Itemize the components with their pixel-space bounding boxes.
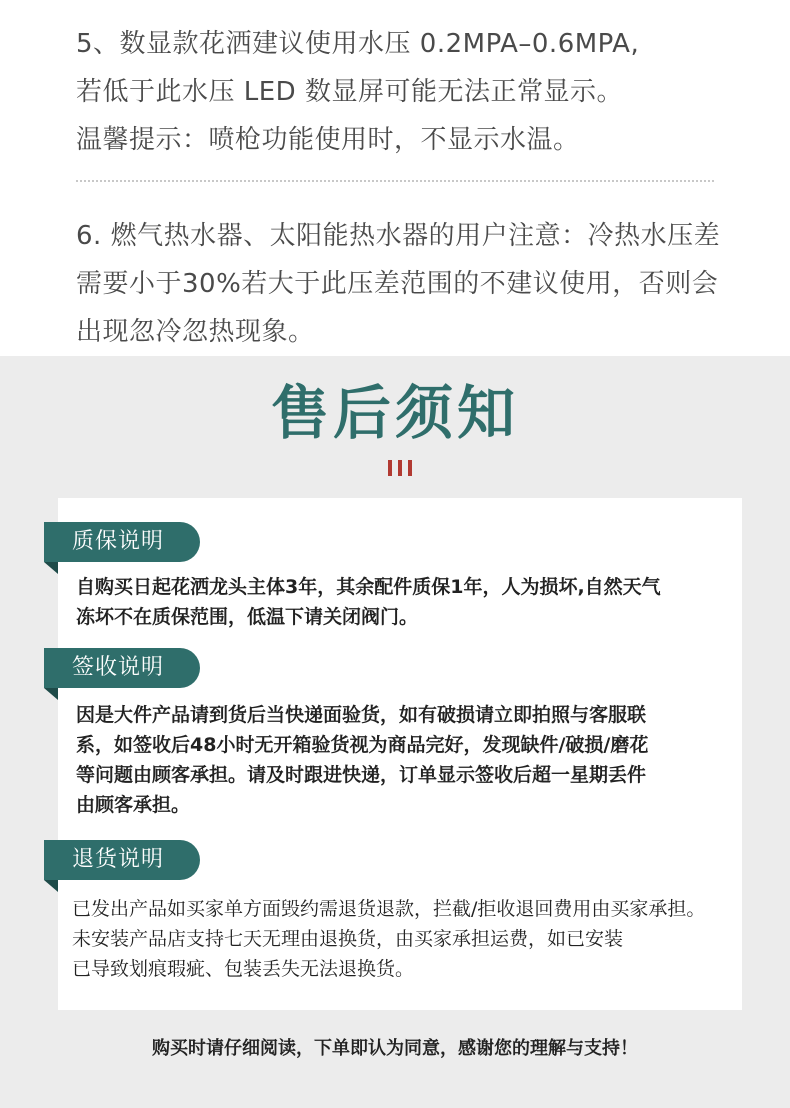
text-line: 冻坏不在质保范围，低温下请关闭阀门。: [76, 606, 419, 628]
note-line: 出现忽冷忽热现象。: [76, 317, 315, 347]
policy-card: [58, 498, 742, 1010]
warranty-label: 质保说明: [44, 522, 200, 562]
text-line: 因是大件产品请到货后当快递面验货，如有破损请立即拍照与客服联: [76, 704, 647, 726]
note-item-6: [76, 212, 720, 356]
footer-notice: 购买时请仔细阅读，下单即认为同意，感谢您的理解与支持！: [152, 1038, 638, 1059]
installation-notes: [0, 0, 790, 356]
after-sales-panel: [0, 356, 790, 1108]
text-line: 已导致划痕瑕疵、包装丢失无法退换货。: [72, 958, 415, 980]
text-line: 等问题由顾客承担。请及时跟进快递，订单显示签收后超一星期丢件: [76, 764, 647, 786]
dotted-divider: [76, 180, 714, 182]
note-line: 5、数显款花洒建议使用水压 0.2MPA–0.6MPA,: [76, 29, 640, 59]
text-line: 未安装产品店支持七天无理由退换货，由买家承担运费，如已安装: [72, 928, 624, 950]
receipt-text: [76, 700, 648, 820]
warranty-text: [76, 572, 661, 632]
text-line: 系，如签收后48小时无开箱验货视为商品完好，发现缺件/破损/磨花: [76, 734, 649, 756]
text-line: 自购买日起花洒龙头主体3年，其余配件质保1年，人为损坏,自然天气: [76, 576, 661, 598]
decorative-bars-icon: [388, 460, 418, 478]
note-line: 需要小于30%若大于此压差范围的不建议使用，否则会: [76, 269, 719, 299]
return-label: 退货说明: [44, 840, 200, 880]
note-line: 温馨提示：喷枪功能使用时，不显示水温。: [76, 125, 580, 155]
text-line: 已发出产品如买家单方面毁约需退货退款，拦截/拒收退回费用由买家承担。: [72, 898, 706, 920]
text-line: 由顾客承担。: [76, 794, 191, 816]
note-line: 若低于此水压 LED 数显屏可能无法正常显示。: [76, 77, 623, 107]
note-line: 6. 燃气热水器、太阳能热水器的用户注意：冷热水压差: [76, 221, 721, 251]
section-title: 售后须知: [270, 379, 519, 447]
return-text: [72, 894, 705, 984]
note-item-5: [76, 20, 639, 164]
receipt-label: 签收说明: [44, 648, 200, 688]
